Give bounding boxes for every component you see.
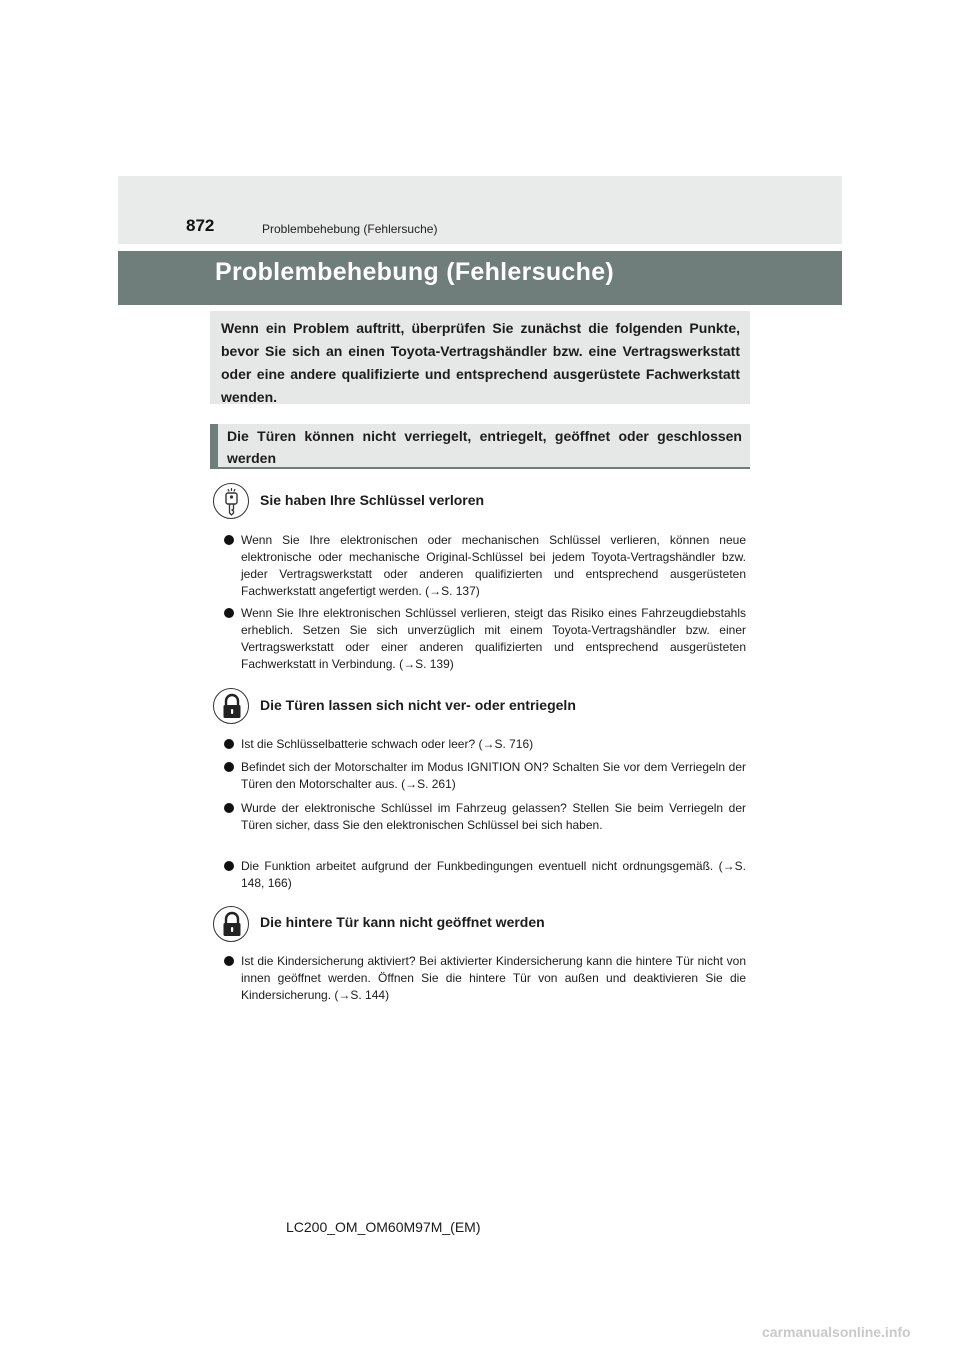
bullet-dot xyxy=(224,861,234,871)
bullet-dot xyxy=(224,803,234,813)
list-item xyxy=(224,605,746,673)
section-heading-box xyxy=(210,424,750,469)
list-item xyxy=(224,532,746,600)
section-title: Die Türen können nicht verriegelt, entriegelt, geöffnet oder geschlossen werden xyxy=(227,428,742,466)
header-band xyxy=(118,176,842,244)
intro-text: Wenn ein Problem auftritt, überprüfen Sie zunächst die folgenden Punkte, bevor Sie sich an einen Toyota-Vertragshändler bzw. eine Vertragswerkstatt oder eine andere qualifizierte und entsprechend ausgerüstete Fachwerkstatt wenden. xyxy=(221,320,740,405)
lock-icon xyxy=(213,688,249,724)
bullet-dot xyxy=(224,956,234,966)
bullet-dot xyxy=(224,608,234,618)
list-item xyxy=(224,953,746,1004)
watermark: carmanualsonline.info xyxy=(762,1324,911,1340)
bullet-text: Ist die Kindersicherung aktiviert? Bei aktivierter Kindersicherung kann die hintere Tür nicht von innen geöffnet werden. Öffnen Sie die hintere Tür von außen und deaktivieren Sie die Kindersicherung. (→S. 144) xyxy=(241,954,746,1002)
key-icon xyxy=(213,483,249,519)
bullet-text: Ist die Schlüsselbatterie schwach oder leer? (→S. 716) xyxy=(241,737,534,751)
footer-document-code: LC200_OM_OM60M97M_(EM) xyxy=(286,1219,481,1235)
list-item xyxy=(224,759,746,793)
bullet-text: Die Funktion arbeitet aufgrund der Funkbedingungen eventuell nicht ordnungsgemäß. (→S. 148, 166) xyxy=(241,859,746,890)
bullet-dot xyxy=(224,762,234,772)
bullet-dot xyxy=(224,739,234,749)
subsection-heading-lost-keys: Sie haben Ihre Schlüssel verloren xyxy=(260,492,485,508)
subsection-heading-doors-lock: Die Türen lassen sich nicht ver- oder entriegeln xyxy=(260,697,576,713)
subsection-heading-rear-door: Die hintere Tür kann nicht geöffnet werden xyxy=(260,914,545,930)
bullet-text: Befindet sich der Motorschalter im Modus IGNITION ON? Schalten Sie vor dem Verriegeln der Türen den Motorschalter aus. (→S. 261) xyxy=(241,760,746,791)
bullet-text: Wenn Sie Ihre elektronischen oder mechanischen Schlüssel verlieren, können neue elektronische oder mechanische Original-Schlüssel bei jedem Toyota-Vertragshändler bzw. jeder Vertragswerkstatt oder anderen qualifizierten und entsprechend ausgerüsteten Fachwerkstatt angefertigt werden. (→S. 137) xyxy=(241,533,746,598)
page-title: Problembehebung (Fehlersuche) xyxy=(215,258,615,286)
header-chapter-title: Problembehebung (Fehlersuche) xyxy=(262,222,438,236)
intro-box xyxy=(210,311,750,404)
list-item xyxy=(224,858,746,892)
page-number: 872 xyxy=(186,216,215,235)
bullet-dot xyxy=(224,535,234,545)
bullet-text: Wenn Sie Ihre elektronischen Schlüssel verlieren, steigt das Risiko eines Fahrzeugdiebstahls erheblich. Setzen Sie sich unverzüglich mit einem Toyota-Vertragshändler bzw. einer Vertragswerkstatt oder einer anderen qualifizierten und entsprechend ausgerüsteten Fachwerkstatt in Verbindung. (→S. 139) xyxy=(241,606,746,671)
lock-icon xyxy=(213,906,249,942)
list-item xyxy=(224,736,746,753)
list-item xyxy=(224,800,746,834)
bullet-text: Wurde der elektronische Schlüssel im Fahrzeug gelassen? Stellen Sie beim Verriegeln der Türen sicher, dass Sie den elektronischen Schlüssel bei sich haben. xyxy=(241,801,746,832)
